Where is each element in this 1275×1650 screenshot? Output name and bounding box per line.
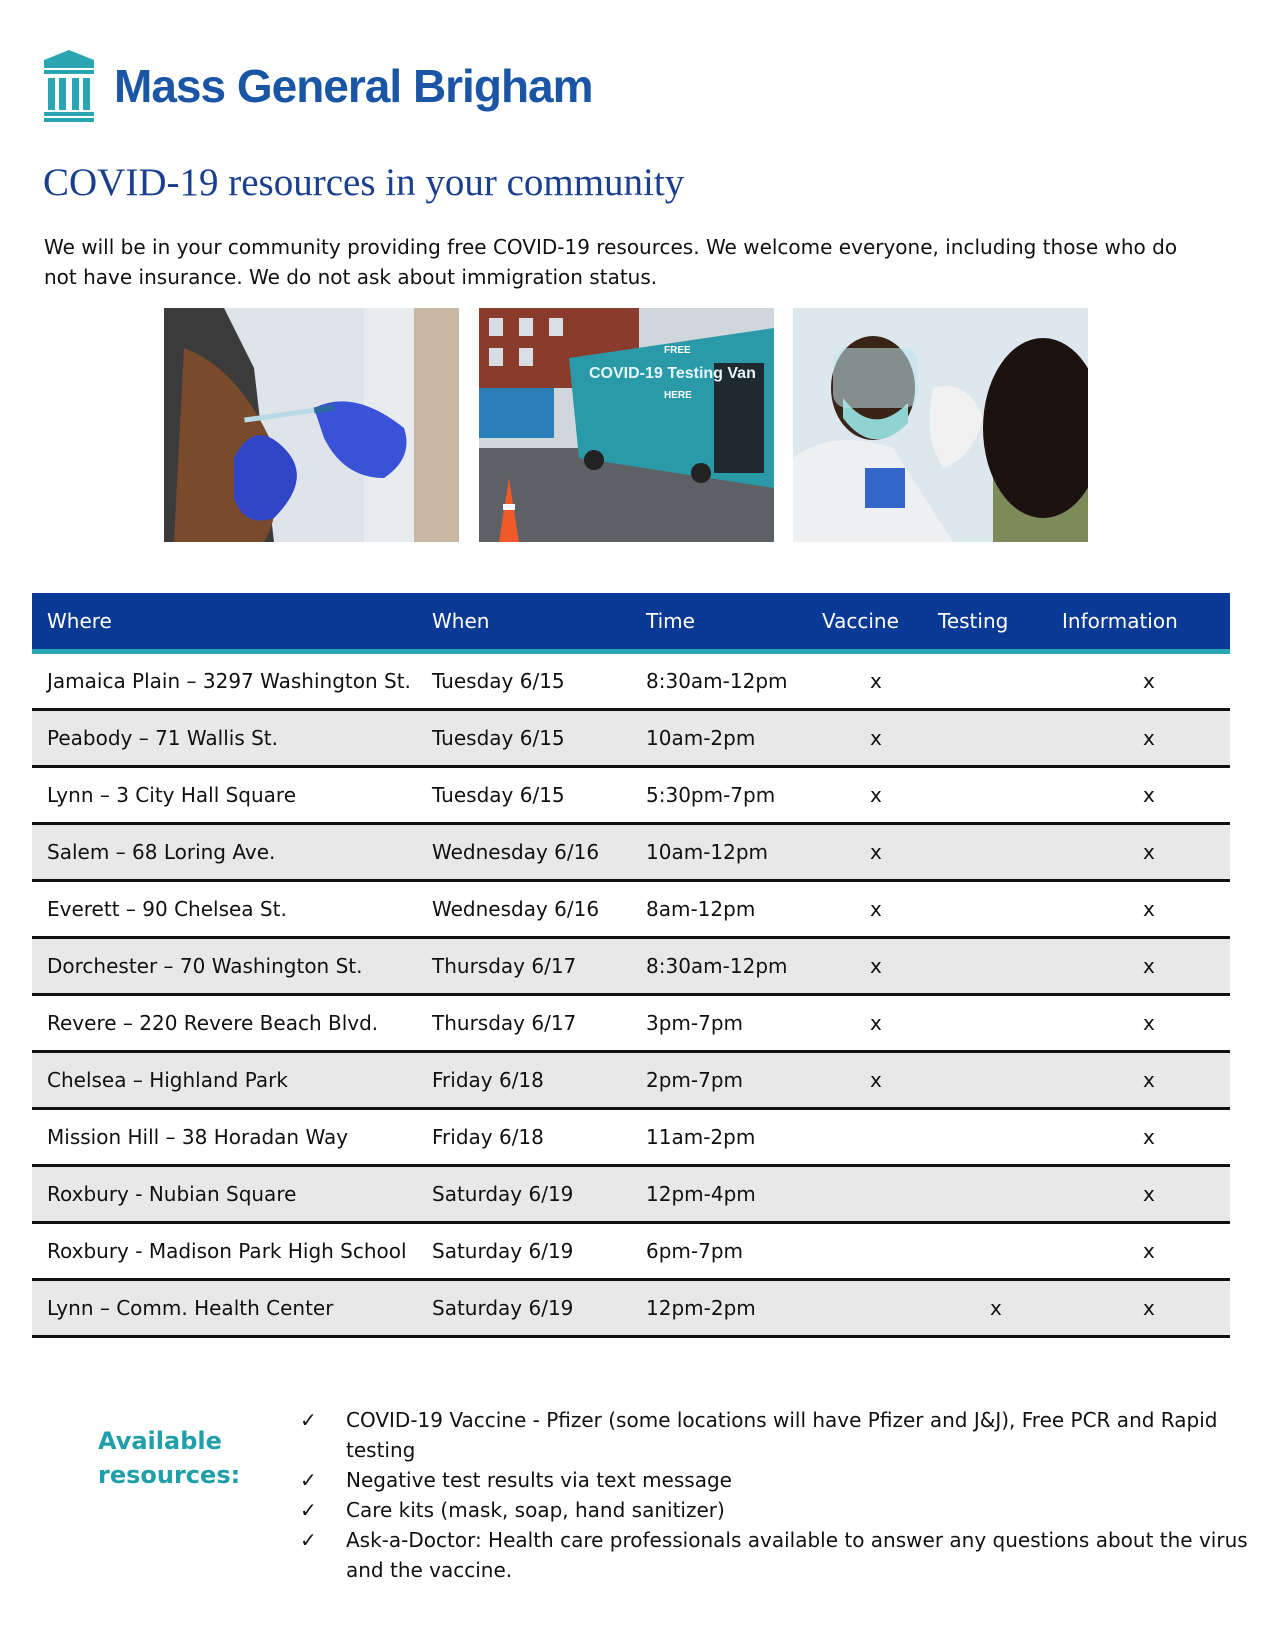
row-time: 8:30am-12pm xyxy=(646,954,788,978)
row-time: 10am-2pm xyxy=(646,726,756,750)
row-time: 8:30am-12pm xyxy=(646,669,788,693)
check-icon: ✓ xyxy=(300,1408,317,1432)
header-when: When xyxy=(432,609,490,633)
row-when: Thursday 6/17 xyxy=(432,954,577,978)
row-information-mark: x xyxy=(1143,840,1155,864)
row-vaccine-mark: x xyxy=(870,954,882,978)
resource-text: Care kits (mask, soap, hand sanitizer) xyxy=(346,1498,725,1522)
building-columns-icon xyxy=(42,48,96,124)
row-where: Jamaica Plain – 3297 Washington St. xyxy=(47,669,411,693)
intro-text: We will be in your community providing free COVID-19 resources. We welcome everyone, including those who do not have insurance. We do not ask about immigration status. xyxy=(44,235,1178,289)
row-information-mark: x xyxy=(1143,1011,1155,1035)
row-time: 2pm-7pm xyxy=(646,1068,744,1092)
list-item xyxy=(300,1495,1250,1525)
header-time: Time xyxy=(646,609,695,633)
row-information-mark: x xyxy=(1143,1239,1155,1263)
row-information-mark: x xyxy=(1143,1182,1155,1206)
row-vaccine-mark: x xyxy=(870,840,882,864)
testing-van-photo xyxy=(479,308,774,542)
table-row xyxy=(32,1224,1230,1281)
table-row xyxy=(32,654,1230,711)
resource-text: Ask-a-Doctor: Health care professionals available to answer any questions about the virus and the vaccine. xyxy=(346,1528,1248,1582)
row-when: Saturday 6/19 xyxy=(432,1296,574,1320)
row-where: Everett – 90 Chelsea St. xyxy=(47,897,287,921)
row-when: Tuesday 6/15 xyxy=(432,783,565,807)
resources-label xyxy=(98,1424,240,1492)
row-vaccine-mark: x xyxy=(870,1068,882,1092)
brand-name: Mass General Brigham xyxy=(114,60,593,112)
van-free-sign: FREE xyxy=(664,345,691,356)
check-icon: ✓ xyxy=(300,1468,317,1492)
header-information: Information xyxy=(1062,609,1178,633)
resource-text: COVID-19 Vaccine - Pfizer (some locations will have Pfizer and J&J), Free PCR and Rapid testing xyxy=(346,1408,1218,1462)
row-where: Revere – 220 Revere Beach Blvd. xyxy=(47,1011,379,1035)
table-row xyxy=(32,1167,1230,1224)
list-item xyxy=(300,1525,1250,1585)
row-when: Thursday 6/17 xyxy=(432,1011,577,1035)
row-time: 12pm-2pm xyxy=(646,1296,756,1320)
row-when: Saturday 6/19 xyxy=(432,1182,574,1206)
row-information-mark: x xyxy=(1143,897,1155,921)
row-information-mark: x xyxy=(1143,1068,1155,1092)
row-where: Lynn – Comm. Health Center xyxy=(47,1296,334,1320)
row-when: Tuesday 6/15 xyxy=(432,726,565,750)
van-lettering: COVID-19 Testing Van xyxy=(589,365,756,382)
header-where: Where xyxy=(47,609,112,633)
check-icon: ✓ xyxy=(300,1498,317,1522)
row-time: 11am-2pm xyxy=(646,1125,756,1149)
row-time: 6pm-7pm xyxy=(646,1239,744,1263)
row-time: 8am-12pm xyxy=(646,897,756,921)
page-title: COVID-19 resources in your community xyxy=(43,161,685,204)
row-time: 5:30pm-7pm xyxy=(646,783,776,807)
van-here-sign: HERE xyxy=(664,390,692,401)
row-information-mark: x xyxy=(1143,1296,1155,1320)
table-row xyxy=(32,1053,1230,1110)
row-information-mark: x xyxy=(1143,669,1155,693)
resources-label-line2: resources: xyxy=(98,1461,241,1489)
row-where: Roxbury - Nubian Square xyxy=(47,1182,297,1206)
row-information-mark: x xyxy=(1143,726,1155,750)
row-time: 10am-12pm xyxy=(646,840,769,864)
header-vaccine: Vaccine xyxy=(822,609,899,633)
resource-text: Negative test results via text message xyxy=(346,1468,732,1492)
table-row xyxy=(32,1281,1230,1338)
row-information-mark: x xyxy=(1143,1125,1155,1149)
header-testing: Testing xyxy=(938,609,1009,633)
row-time: 12pm-4pm xyxy=(646,1182,756,1206)
table-row xyxy=(32,1110,1230,1167)
row-where: Salem – 68 Loring Ave. xyxy=(47,840,276,864)
row-vaccine-mark: x xyxy=(870,669,882,693)
row-when: Wednesday 6/16 xyxy=(432,840,600,864)
schedule-table xyxy=(32,593,1230,1338)
row-vaccine-mark: x xyxy=(870,1011,882,1035)
row-when: Friday 6/18 xyxy=(432,1068,544,1092)
check-icon: ✓ xyxy=(300,1528,317,1552)
row-when: Saturday 6/19 xyxy=(432,1239,574,1263)
row-vaccine-mark: x xyxy=(870,726,882,750)
table-row xyxy=(32,996,1230,1053)
resources-label-line1: Available xyxy=(98,1427,222,1455)
row-when: Tuesday 6/15 xyxy=(432,669,565,693)
table-body xyxy=(32,654,1230,1338)
resources-list xyxy=(300,1405,1250,1585)
row-where: Chelsea – Highland Park xyxy=(47,1068,288,1092)
row-information-mark: x xyxy=(1143,954,1155,978)
table-row xyxy=(32,882,1230,939)
row-time: 3pm-7pm xyxy=(646,1011,744,1035)
brand-logo xyxy=(42,48,593,124)
swab-test-photo xyxy=(793,308,1088,542)
row-where: Peabody – 71 Wallis St. xyxy=(47,726,278,750)
table-row xyxy=(32,768,1230,825)
row-where: Dorchester – 70 Washington St. xyxy=(47,954,363,978)
list-item xyxy=(300,1405,1250,1465)
table-header-row xyxy=(32,593,1230,654)
row-when: Wednesday 6/16 xyxy=(432,897,600,921)
row-testing-mark: x xyxy=(990,1296,1002,1320)
table-row xyxy=(32,825,1230,882)
row-when: Friday 6/18 xyxy=(432,1125,544,1149)
row-vaccine-mark: x xyxy=(870,783,882,807)
table-row xyxy=(32,939,1230,996)
row-where: Roxbury - Madison Park High School xyxy=(47,1239,407,1263)
row-information-mark: x xyxy=(1143,783,1155,807)
row-where: Lynn – 3 City Hall Square xyxy=(47,783,297,807)
list-item xyxy=(300,1465,1250,1495)
table-row xyxy=(32,711,1230,768)
row-where: Mission Hill – 38 Horadan Way xyxy=(47,1125,349,1149)
vaccination-photo xyxy=(164,308,459,542)
row-vaccine-mark: x xyxy=(870,897,882,921)
